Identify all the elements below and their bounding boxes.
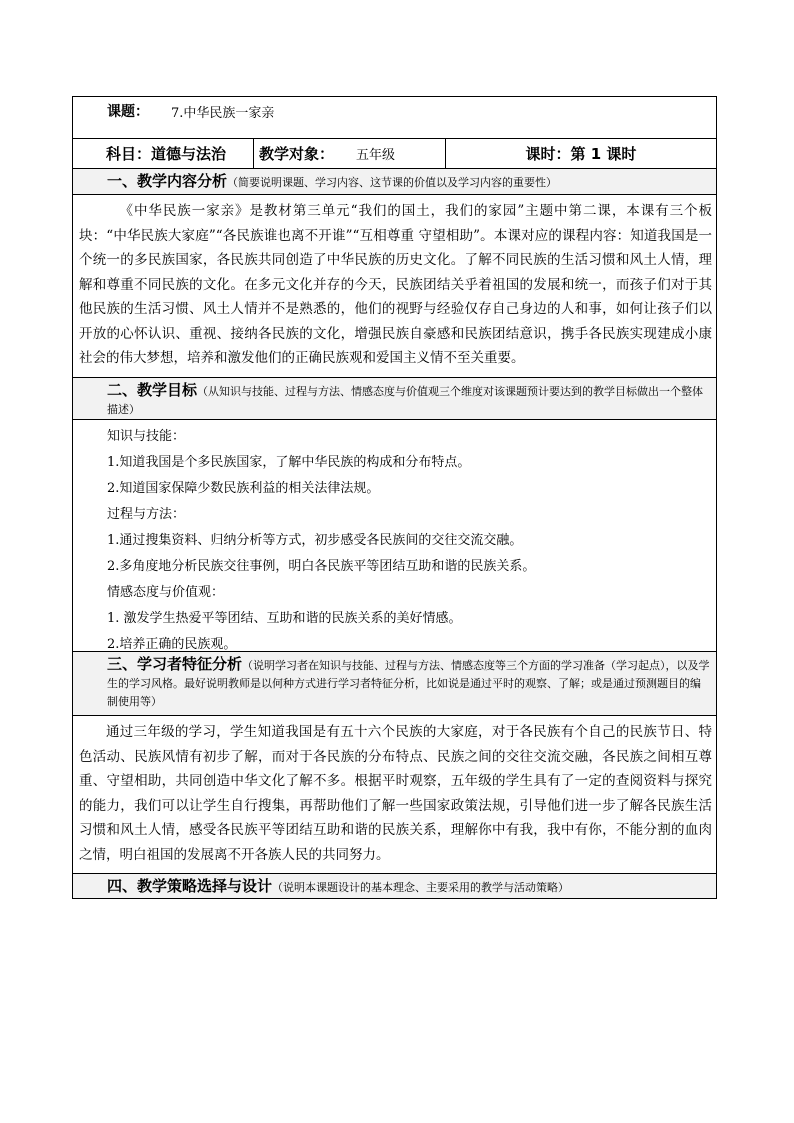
section-2-heading: 二、教学目标 xyxy=(107,381,198,399)
section-1-heading: 一、教学内容分析 xyxy=(107,172,228,190)
goal-item: 1.通过搜集资料、归纳分析等方式，初步感受各民族间的交往交流交融。 xyxy=(107,533,523,548)
section-4-header xyxy=(73,874,716,898)
topic-value: 7.中华民族一家亲 xyxy=(171,106,275,121)
section-2-note: （从知识与技能、过程与方法、情感态度与价值观三个维度对该课题预计要达到的教学目标做出一个整体描述） xyxy=(107,385,704,416)
section-4-heading: 四、教学策略选择与设计 xyxy=(107,877,273,895)
goal-item: 2.多角度地分析民族交往事例，明白各民族平等团结互助和谐的民族关系。 xyxy=(107,559,536,574)
audience-label: 教学对象： xyxy=(259,145,335,163)
section-3-note: （说明学习者在知识与技能、过程与方法、情感态度等三个方面的学习准备（学习起点），以及学生的学习风格。最好说明教师是以何种方式进行学习者特征分析，比如说是通过平时的观察、了解；或是通过预测题目的编制使用等） xyxy=(107,659,710,708)
section-2-header xyxy=(73,378,716,420)
section-4-note: （说明本课题设计的基本理念、主要采用的教学与活动策略） xyxy=(272,881,570,894)
goal-item: 1. 激发学生热爱平等团结、互助和谐的民族关系的美好情感。 xyxy=(107,611,462,626)
lesson-plan-table xyxy=(72,96,717,899)
subject-cell xyxy=(73,139,254,168)
section-3-header xyxy=(73,652,716,716)
period-cell xyxy=(446,139,716,168)
audience-cell xyxy=(254,139,446,168)
section-3-heading: 三、学习者特征分析 xyxy=(107,655,243,673)
section-1-note: （简要说明课题、学习内容、这节课的价值以及学习内容的重要性） xyxy=(227,176,558,189)
topic-row xyxy=(73,97,716,139)
section-3-body: 通过三年级的学习，学生知道我国是有五十六个民族的大家庭，对于各民族有个自己的民族节日、特色活动、民族风情有初步了解，而对于各民族的分布特点、民族之间的交往交流交融，各民族之间相互尊重、守望相助，共同创造中华文化了解不多。根据平时观察，五年级的学生具有了一定的查阅资料与探究的能力，我们可以让学生自行搜集，再帮助他们了解一些国家政策法规，引导他们进一步了解各民族生活习惯和风土人情，感受各民族平等团结互助和谐的民族关系，理解你中有我，我中有你，不能分割的血肉之情，明白祖国的发展离不开各族人民的共同努力。 xyxy=(73,716,716,874)
goal-heading-process: 过程与方法： xyxy=(107,507,186,522)
topic-label: 课题： xyxy=(107,104,149,120)
section-1-body: 《中华民族一家亲》是教材第三单元“我们的国土，我们的家园”主题中第二课，本课有三个板块：“中华民族大家庭”“各民族谁也离不开谁”“互相尊重 守望相助”。本课对应的课程内容：知道我国是一个统一的多民族国家，各民族共同创造了中华民族的历史文化。了解不同民族的生活习惯和风土人情，理解和尊重不同民族的文化。在多元文化并存的今天，民族团结关乎着祖国的发展和统一，而孩子们对于其他民族的生活习惯、风土人情并不是熟悉的，他们的视野与经验仅存自己身边的人和事，如何让孩子们以开放的心怀认识、重视、接纳各民族的文化，增强民族自豪感和民族团结意识，携手各民族实现建成小康社会的伟大梦想，培养和激发他们的正确民族观和爱国主义情不至关重要。 xyxy=(73,195,716,378)
goal-item: 2.培养正确的民族观。 xyxy=(107,637,237,652)
meta-row xyxy=(73,139,716,169)
period-label: 课时：第 1 课时 xyxy=(525,145,637,163)
goal-heading-attitude: 情感态度与价值观： xyxy=(107,585,225,600)
section-2-body xyxy=(73,420,716,652)
goal-heading-knowledge: 知识与技能： xyxy=(107,429,186,444)
goal-item: 1.知道我国是个多民族国家，了解中华民族的构成和分布特点。 xyxy=(107,455,471,470)
subject-label: 科目：道德与法治 xyxy=(106,145,227,163)
audience-value: 五年级 xyxy=(356,148,396,163)
goal-item: 2.知道国家保障少数民族利益的相关法律法规。 xyxy=(107,481,380,496)
section-1-header xyxy=(73,169,716,195)
